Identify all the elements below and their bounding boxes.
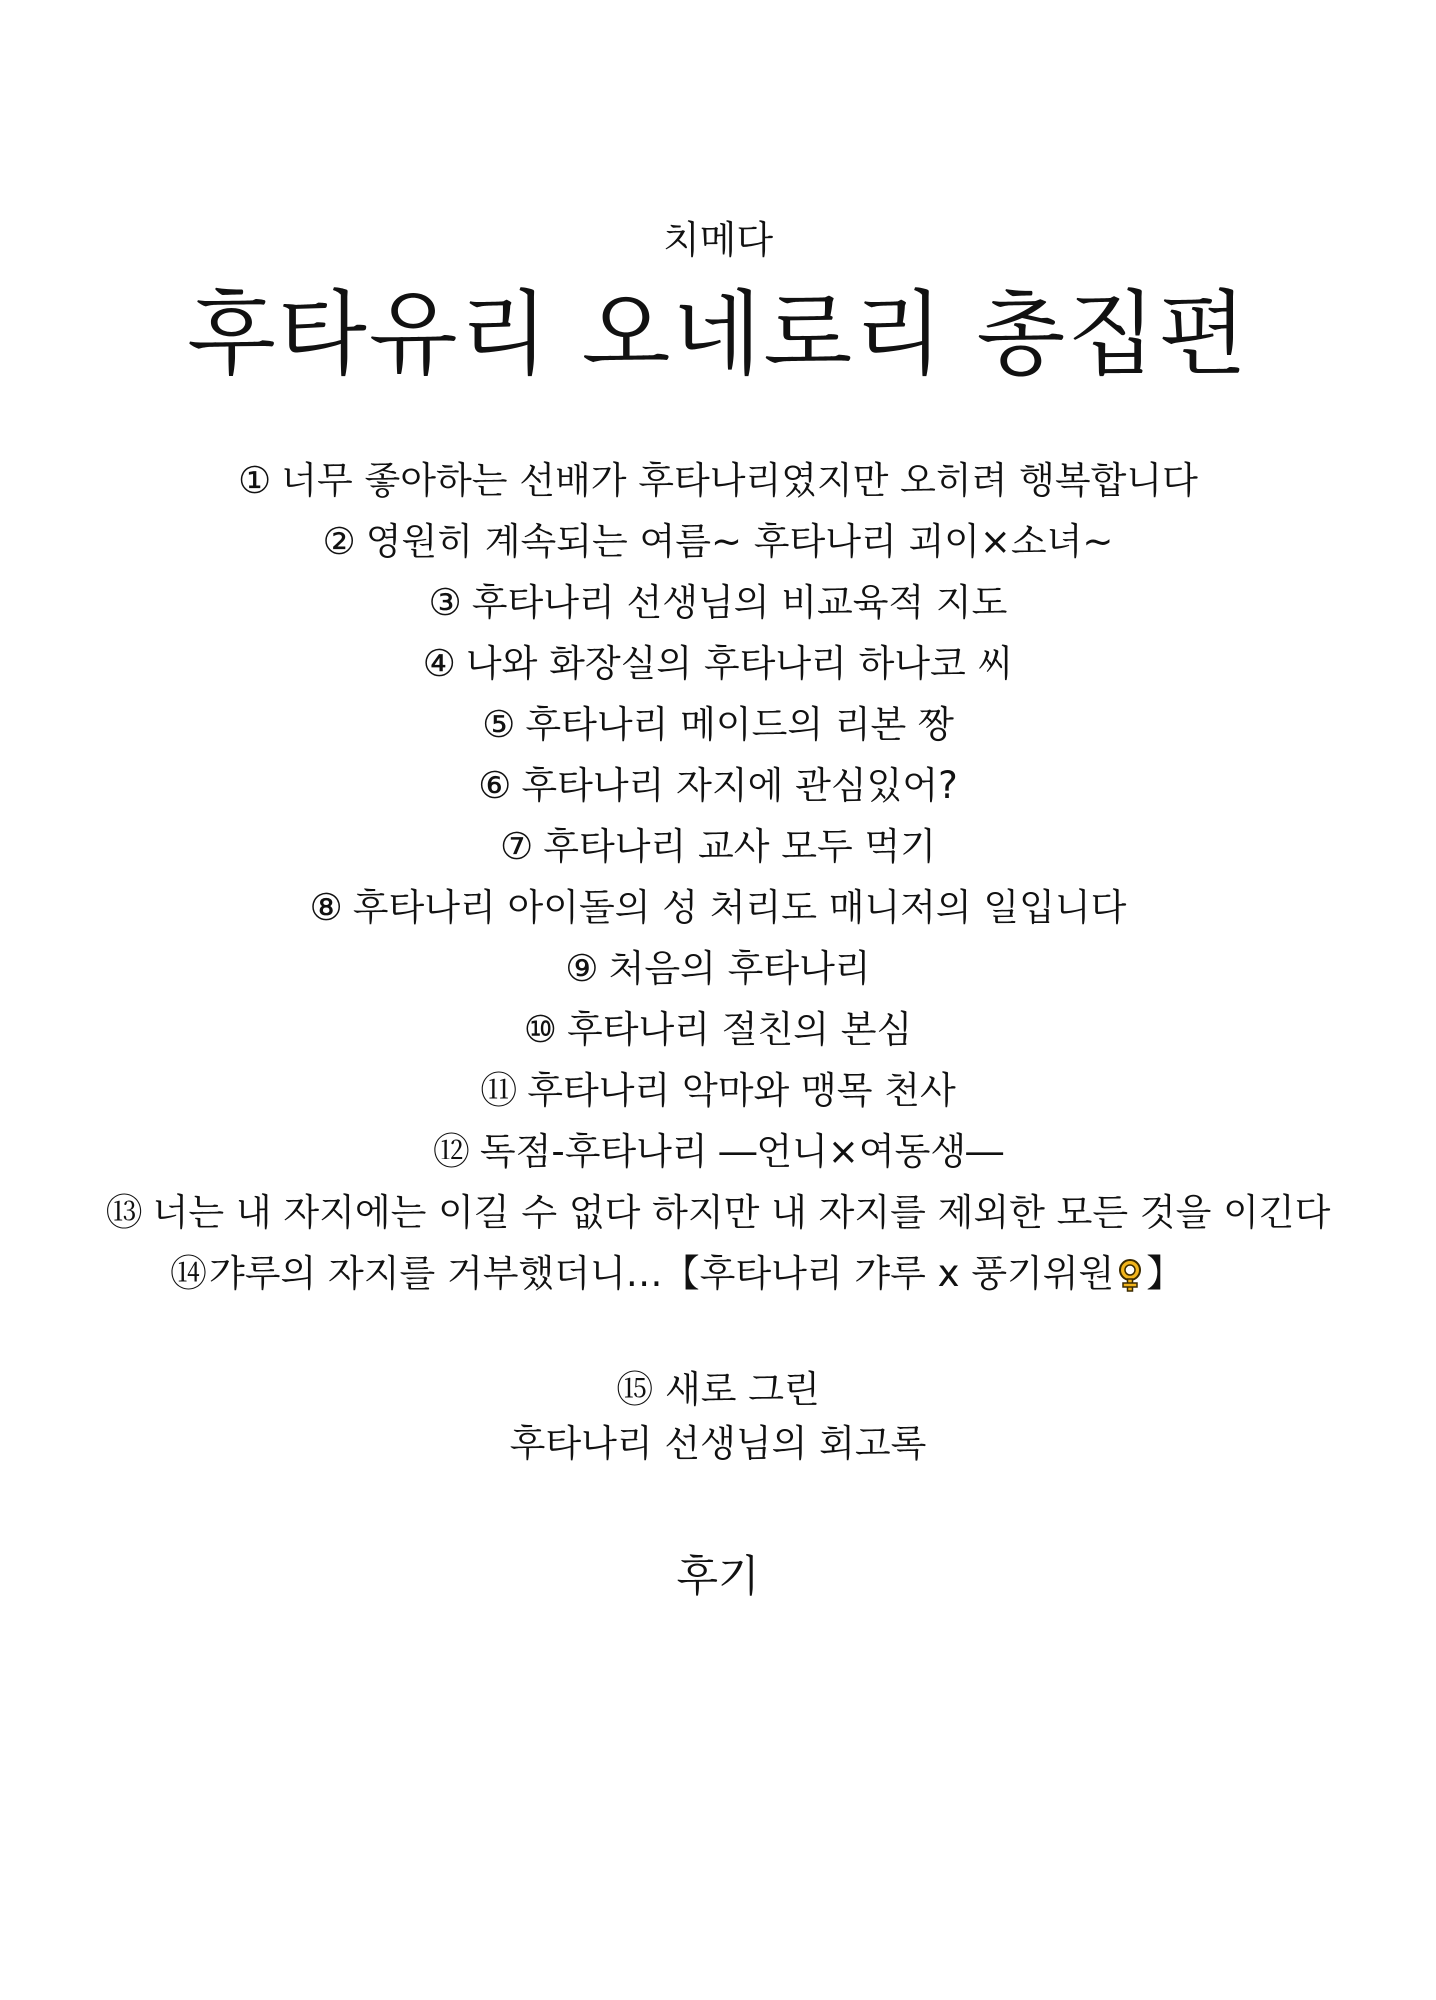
extra-chapter-number: ⑮ bbox=[616, 1368, 654, 1411]
toc-item-number: ⑤ bbox=[482, 703, 516, 746]
toc-item bbox=[0, 1060, 1436, 1121]
toc-item-number: ⑫ bbox=[432, 1130, 470, 1173]
venus-icon bbox=[1115, 1258, 1145, 1292]
toc-item-title-end: 】 bbox=[1146, 1252, 1184, 1295]
toc-item-title: 후타나리 자지에 관심있어? bbox=[521, 764, 958, 807]
toc-item-number: ⑧ bbox=[309, 886, 343, 929]
toc-item-title: 후타나리 아이돌의 성 처리도 매니저의 일입니다 bbox=[352, 886, 1127, 929]
toc-item-title: 나와 화장실의 후타나리 하나코 씨 bbox=[465, 642, 1014, 685]
toc-item bbox=[0, 877, 1436, 938]
toc-item-title: 후타나리 선생님의 비교육적 지도 bbox=[471, 581, 1008, 624]
toc-item-title: 영원히 계속되는 여름~ 후타나리 괴이×소녀~ bbox=[365, 520, 1114, 563]
toc-item-title: 후타나리 악마와 맹목 천사 bbox=[527, 1069, 956, 1112]
toc-item-number: ⑨ bbox=[565, 947, 599, 990]
toc-item bbox=[0, 938, 1436, 999]
toc-item-title: 후타나리 메이드의 리본 짱 bbox=[525, 703, 954, 746]
toc-item bbox=[0, 694, 1436, 755]
toc-item-number: ⑭ bbox=[170, 1252, 207, 1295]
table-of-contents bbox=[0, 450, 1436, 1304]
toc-item bbox=[0, 999, 1436, 1060]
toc-item bbox=[0, 1182, 1436, 1243]
toc-item bbox=[0, 816, 1436, 877]
toc-item-number: ④ bbox=[422, 642, 456, 685]
toc-item bbox=[0, 572, 1436, 633]
toc-item-title: 너는 내 자지에는 이길 수 없다 하지만 내 자지를 제외한 모든 것을 이긴다 bbox=[152, 1191, 1331, 1234]
extra-chapter bbox=[0, 1364, 1436, 1416]
toc-item bbox=[0, 1121, 1436, 1182]
toc-item-number: ② bbox=[322, 520, 356, 563]
toc-item-title: 독점-후타나리 ―언니×여동생― bbox=[479, 1130, 1004, 1173]
toc-item-number: ① bbox=[238, 459, 272, 502]
toc-item-number: ⑩ bbox=[523, 1008, 557, 1051]
toc-item-number: ⑪ bbox=[480, 1069, 518, 1112]
toc-item-number: ⑦ bbox=[500, 825, 534, 868]
toc-item bbox=[0, 450, 1436, 511]
toc-item-title: 후타나리 교사 모두 먹기 bbox=[543, 825, 936, 868]
author-name: 치메다 bbox=[662, 218, 774, 262]
toc-item bbox=[0, 755, 1436, 816]
book-title: 후타유리 오네로리 총집편 bbox=[186, 281, 1250, 388]
afterword: 후기 bbox=[676, 1552, 760, 1602]
extra-chapter-line1: 새로 그린 bbox=[665, 1368, 820, 1411]
toc-item bbox=[0, 511, 1436, 572]
toc-item-title: 후타나리 절친의 본심 bbox=[566, 1008, 913, 1051]
toc-item bbox=[0, 633, 1436, 694]
toc-item-number: ⑥ bbox=[478, 764, 512, 807]
toc-item bbox=[0, 1243, 1436, 1304]
toc-item-title: 너무 좋아하는 선배가 후타나리였지만 오히려 행복합니다 bbox=[281, 459, 1198, 502]
extra-chapter-title: 후타나리 선생님의 회고록 bbox=[509, 1422, 927, 1465]
toc-item-title: 갸루의 자지를 거부했더니…【후타나리 갸루 x 풍기위원 bbox=[209, 1252, 1115, 1295]
toc-item-number: ⑬ bbox=[105, 1191, 143, 1234]
toc-item-number: ③ bbox=[428, 581, 462, 624]
toc-item-title: 처음의 후타나리 bbox=[608, 947, 871, 990]
